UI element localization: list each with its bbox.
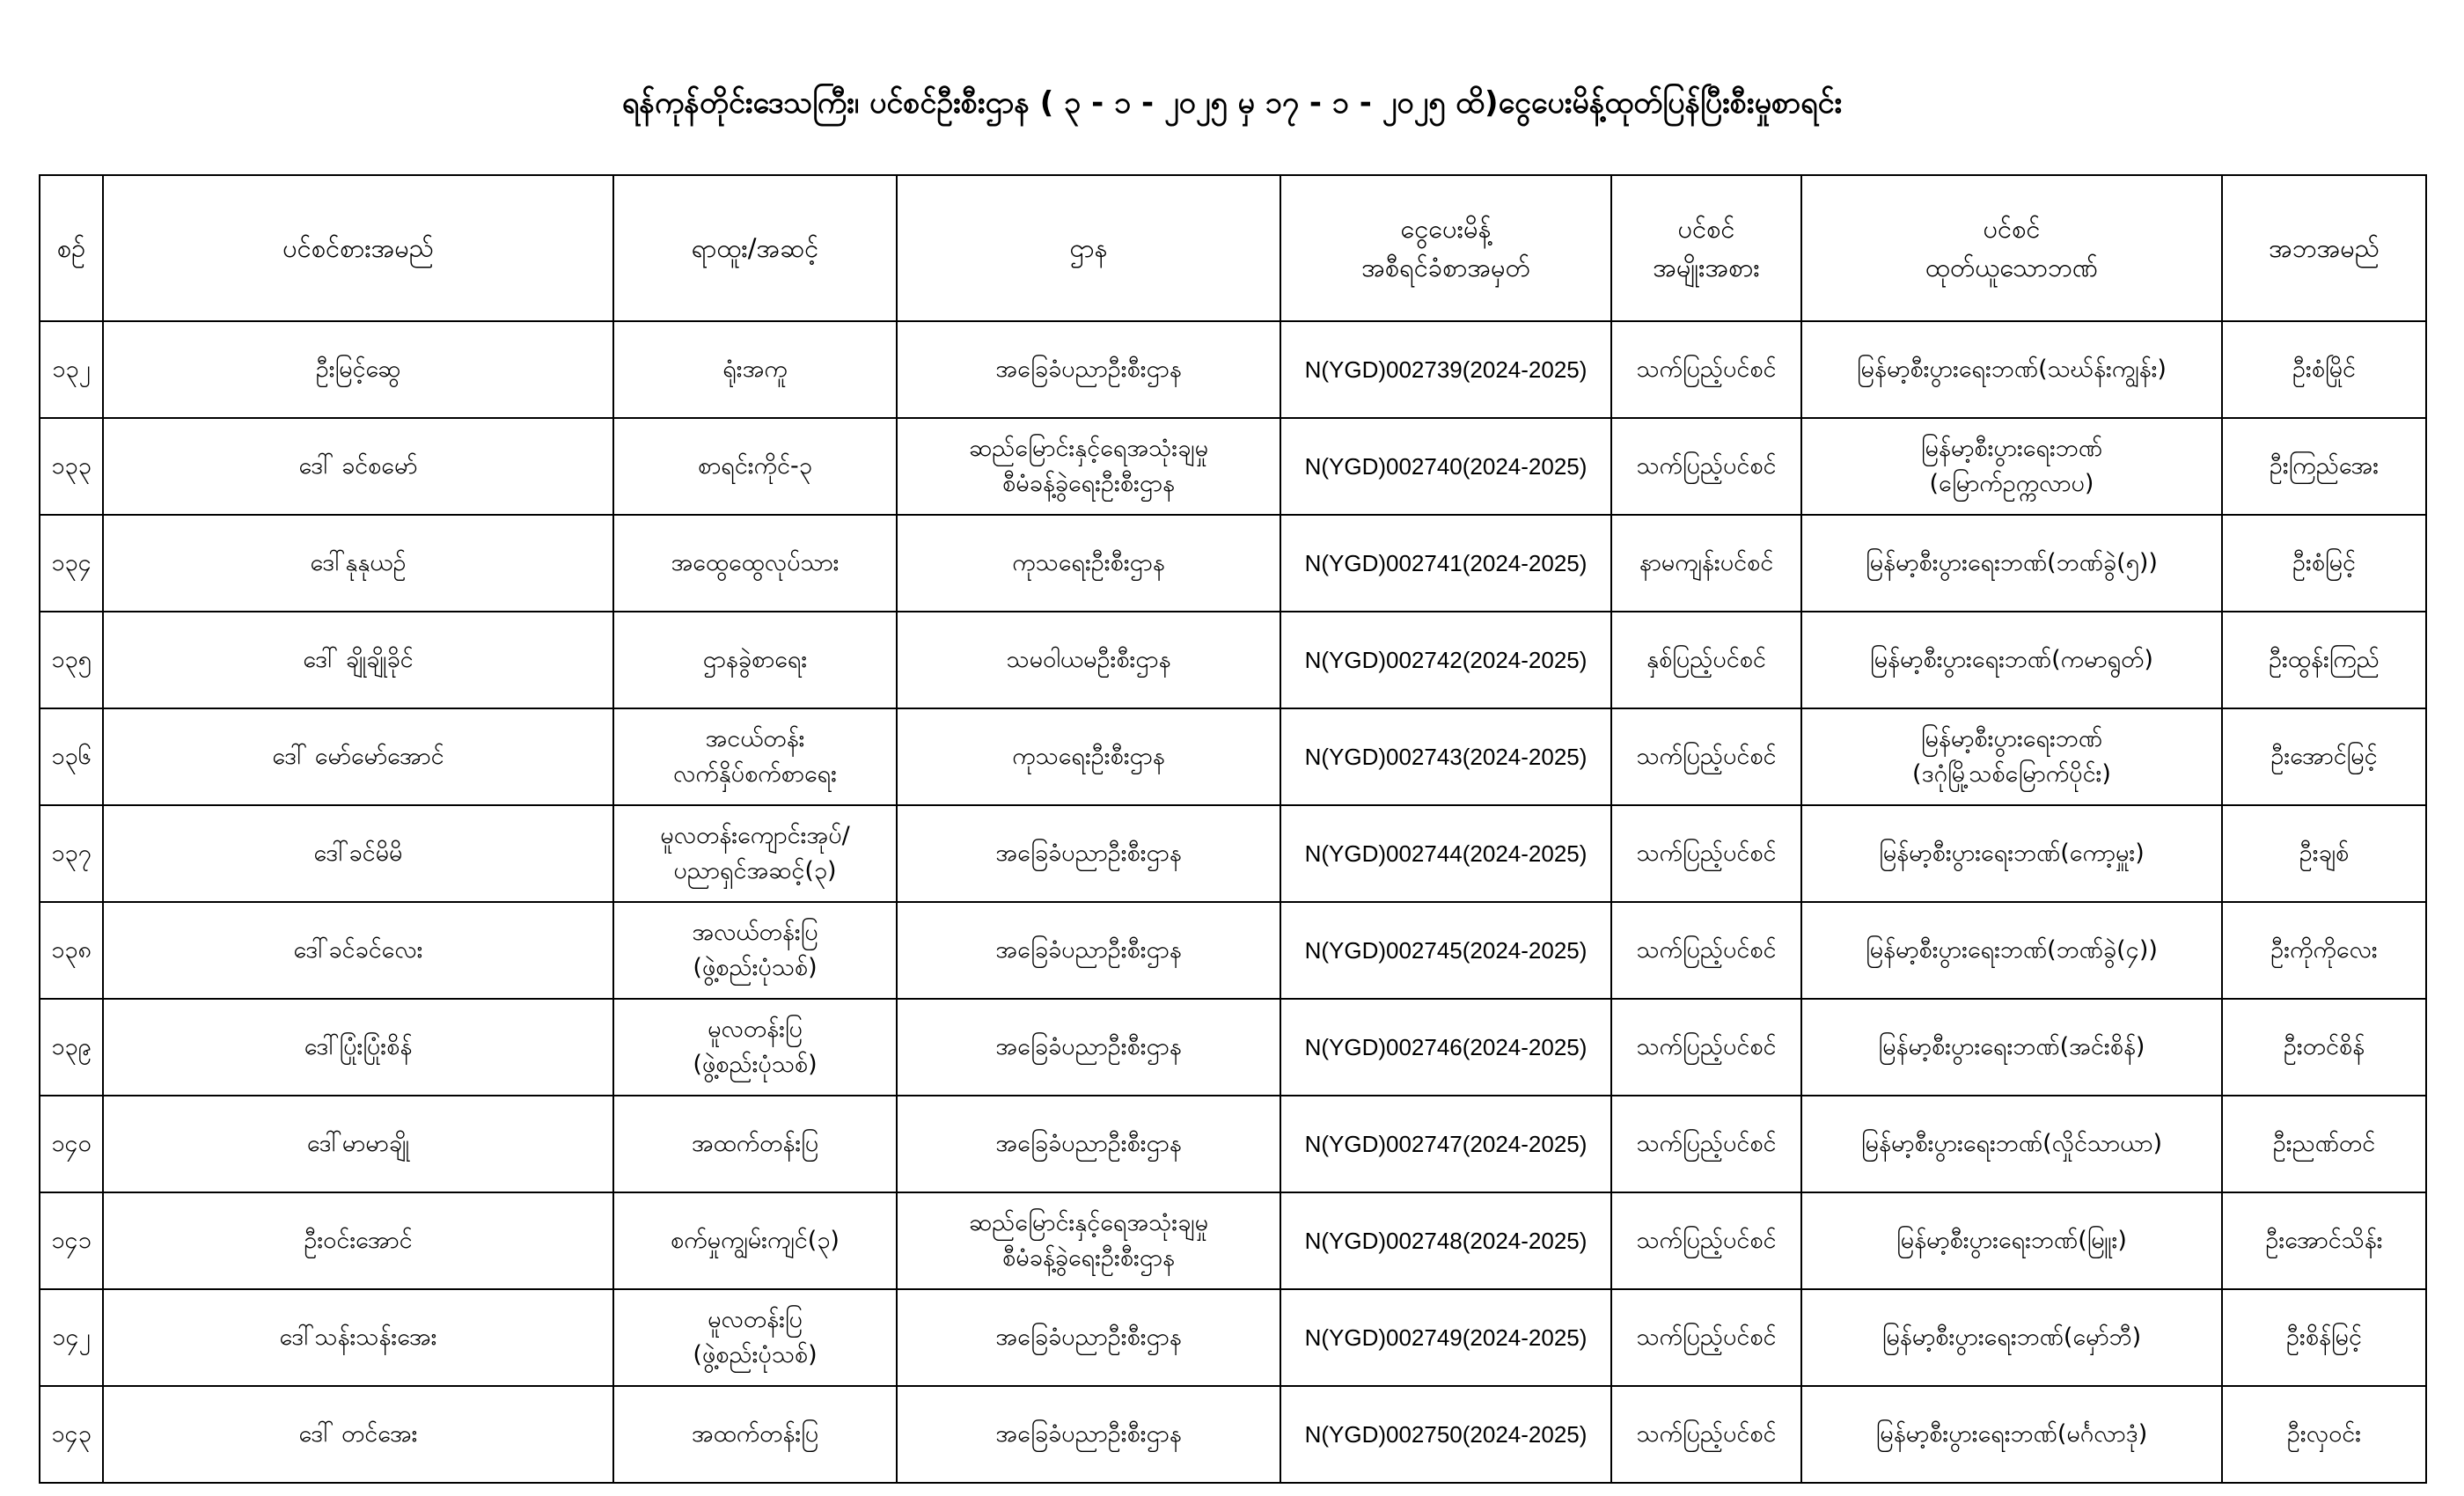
pensioner-name-cell: ဒေါ်မာမာချို (103, 1096, 613, 1192)
header-pension-type: ပင်စင် အမျိုးအစား (1611, 175, 1801, 321)
table-header-row (40, 175, 2426, 321)
table-row (40, 1289, 2426, 1386)
table-row (40, 1192, 2426, 1289)
pensioner-name-cell: ဒေါ် တင်အေး (103, 1386, 613, 1483)
table-row (40, 612, 2426, 708)
rank-cell: အထွေထွေလုပ်သား (613, 515, 897, 612)
department-cell: အခြေခံပညာဦးစီးဌာန (897, 805, 1280, 902)
report-number-cell: N(YGD)002746(2024-2025) (1280, 999, 1611, 1096)
department-cell: ကုသရေးဦးစီးဌာန (897, 708, 1280, 805)
pension-type-cell: သက်ပြည့်ပင်စင် (1611, 999, 1801, 1096)
serial-cell: ၁၃၆ (40, 708, 103, 805)
pension-type-cell: သက်ပြည့်ပင်စင် (1611, 1192, 1801, 1289)
father-name-cell: ဦးကိုကိုလေး (2222, 902, 2426, 999)
serial-cell: ၁၄၁ (40, 1192, 103, 1289)
pensioner-name-cell: ဒေါ် ချိုချိုခိုင် (103, 612, 613, 708)
father-name-cell: ဦးအောင်မြင့် (2222, 708, 2426, 805)
pensioner-name-cell: ဒေါ်ခင်ခင်လေး (103, 902, 613, 999)
father-name-cell: ဦးစံမြိုင် (2222, 321, 2426, 418)
pension-type-cell: သက်ပြည့်ပင်စင် (1611, 1096, 1801, 1192)
department-cell: အခြေခံပညာဦးစီးဌာန (897, 321, 1280, 418)
bank-cell: မြန်မာ့စီးပွားရေးဘဏ်(မြူး) (1801, 1192, 2222, 1289)
bank-cell: မြန်မာ့စီးပွားရေးဘဏ် (မြောက်ဥက္ကလာပ) (1801, 418, 2222, 515)
bank-cell: မြန်မာ့စီးပွားရေးဘဏ်(မှော်ဘီ) (1801, 1289, 2222, 1386)
table-row (40, 805, 2426, 902)
pension-type-cell: သက်ပြည့်ပင်စင် (1611, 321, 1801, 418)
serial-cell: ၁၃၅ (40, 612, 103, 708)
serial-cell: ၁၃၃ (40, 418, 103, 515)
father-name-cell: ဦးစိန်မြင့် (2222, 1289, 2426, 1386)
table-row (40, 418, 2426, 515)
pensioner-name-cell: ဦးမြင့်ဆွေ (103, 321, 613, 418)
report-number-cell: N(YGD)002740(2024-2025) (1280, 418, 1611, 515)
department-cell: အခြေခံပညာဦးစီးဌာန (897, 1289, 1280, 1386)
serial-cell: ၁၄၃ (40, 1386, 103, 1483)
serial-cell: ၁၃၇ (40, 805, 103, 902)
pension-type-cell: နှစ်ပြည့်ပင်စင် (1611, 612, 1801, 708)
father-name-cell: ဦးတင်စိန် (2222, 999, 2426, 1096)
serial-cell: ၁၃၉ (40, 999, 103, 1096)
pension-type-cell: နာမကျန်းပင်စင် (1611, 515, 1801, 612)
rank-cell: ဌာနခွဲစာရေး (613, 612, 897, 708)
father-name-cell: ဦးစံမြင့် (2222, 515, 2426, 612)
report-number-cell: N(YGD)002742(2024-2025) (1280, 612, 1611, 708)
table-row (40, 902, 2426, 999)
pension-type-cell: သက်ပြည့်ပင်စင် (1611, 708, 1801, 805)
document-title: ရန်ကုန်တိုင်းဒေသကြီး၊ ပင်စင်ဦးစီးဌာန ( ၃ - ၁ - ၂၀၂၅ မှ ၁၇ - ၁ - ၂၀၂၅ ထိ)ငွေပေးမိန့်ထုတ်ပြန်ပြီးစီးမှုစာရင်း (621, 85, 1843, 121)
table-row (40, 1386, 2426, 1483)
department-cell: သမဝါယမဦးစီးဌာန (897, 612, 1280, 708)
report-number-cell: N(YGD)002748(2024-2025) (1280, 1192, 1611, 1289)
rank-cell: အလယ်တန်းပြ (ဖွဲ့စည်းပုံသစ်) (613, 902, 897, 999)
department-cell: ကုသရေးဦးစီးဌာန (897, 515, 1280, 612)
father-name-cell: ဦးအောင်သိန်း (2222, 1192, 2426, 1289)
rank-cell: ရုံးအကူ (613, 321, 897, 418)
header-serial: စဉ် (40, 175, 103, 321)
rank-cell: မူလတန်းကျောင်းအုပ်/ ပညာရှင်အဆင့်(၃) (613, 805, 897, 902)
report-number-cell: N(YGD)002739(2024-2025) (1280, 321, 1611, 418)
department-cell: ဆည်မြောင်းနှင့်ရေအသုံးချမှု စီမံခန့်ခွဲရေးဦးစီးဌာန (897, 418, 1280, 515)
rank-cell: မူလတန်းပြ (ဖွဲ့စည်းပုံသစ်) (613, 999, 897, 1096)
header-rank: ရာထူး/အဆင့် (613, 175, 897, 321)
bank-cell: မြန်မာ့စီးပွားရေးဘဏ်(ဘဏ်ခွဲ(၄)) (1801, 902, 2222, 999)
header-father-name: အဘအမည် (2222, 175, 2426, 321)
department-cell: အခြေခံပညာဦးစီးဌာန (897, 902, 1280, 999)
bank-cell: မြန်မာ့စီးပွားရေးဘဏ်(မင်္ဂလာဒုံ) (1801, 1386, 2222, 1483)
bank-cell: မြန်မာ့စီးပွားရေးဘဏ်(သဃ်န်းကျွန်း) (1801, 321, 2222, 418)
header-pensioner-name: ပင်စင်စားအမည် (103, 175, 613, 321)
report-number-cell: N(YGD)002744(2024-2025) (1280, 805, 1611, 902)
serial-cell: ၁၄၂ (40, 1289, 103, 1386)
pension-type-cell: သက်ပြည့်ပင်စင် (1611, 1386, 1801, 1483)
pensioner-name-cell: ဒေါ်နုနုယဉ် (103, 515, 613, 612)
report-number-cell: N(YGD)002745(2024-2025) (1280, 902, 1611, 999)
serial-cell: ၁၄၀ (40, 1096, 103, 1192)
bank-cell: မြန်မာ့စီးပွားရေးဘဏ်(ကော့မှူး) (1801, 805, 2222, 902)
father-name-cell: ဦးချစ် (2222, 805, 2426, 902)
table-row (40, 708, 2426, 805)
rank-cell: အငယ်တန်း လက်နှိပ်စက်စာရေး (613, 708, 897, 805)
table-row (40, 321, 2426, 418)
pension-type-cell: သက်ပြည့်ပင်စင် (1611, 805, 1801, 902)
report-number-cell: N(YGD)002741(2024-2025) (1280, 515, 1611, 612)
rank-cell: မူလတန်းပြ (ဖွဲ့စည်းပုံသစ်) (613, 1289, 897, 1386)
father-name-cell: ဦးလှဝင်း (2222, 1386, 2426, 1483)
pension-type-cell: သက်ပြည့်ပင်စင် (1611, 418, 1801, 515)
father-name-cell: ဦးညဏ်တင် (2222, 1096, 2426, 1192)
pension-type-cell: သက်ပြည့်ပင်စင် (1611, 1289, 1801, 1386)
table-row (40, 999, 2426, 1096)
father-name-cell: ဦးကြည်အေး (2222, 418, 2426, 515)
rank-cell: အထက်တန်းပြ (613, 1386, 897, 1483)
pensioner-name-cell: ဒေါ်ခင်မိမိ (103, 805, 613, 902)
report-number-cell: N(YGD)002743(2024-2025) (1280, 708, 1611, 805)
department-cell: ဆည်မြောင်းနှင့်ရေအသုံးချမှု စီမံခန့်ခွဲရေးဦးစီးဌာန (897, 1192, 1280, 1289)
table-body (40, 321, 2426, 1483)
pensioner-name-cell: ဒေါ်သန်းသန်းအေး (103, 1289, 613, 1386)
bank-cell: မြန်မာ့စီးပွားရေးဘဏ်(အင်းစိန်) (1801, 999, 2222, 1096)
bank-cell: မြန်မာ့စီးပွားရေးဘဏ်(ကမာရွတ်) (1801, 612, 2222, 708)
pensioner-name-cell: ဦးဝင်းအောင် (103, 1192, 613, 1289)
department-cell: အခြေခံပညာဦးစီးဌာန (897, 999, 1280, 1096)
department-cell: အခြေခံပညာဦးစီးဌာန (897, 1096, 1280, 1192)
rank-cell: စာရင်းကိုင်-၃ (613, 418, 897, 515)
report-number-cell: N(YGD)002750(2024-2025) (1280, 1386, 1611, 1483)
header-bank: ပင်စင် ထုတ်ယူသောဘဏ် (1801, 175, 2222, 321)
department-cell: အခြေခံပညာဦးစီးဌာန (897, 1386, 1280, 1483)
pension-type-cell: သက်ပြည့်ပင်စင် (1611, 902, 1801, 999)
bank-cell: မြန်မာ့စီးပွားရေးဘဏ် (ဒဂုံမြို့သစ်မြောက်ပိုင်း) (1801, 708, 2222, 805)
rank-cell: အထက်တန်းပြ (613, 1096, 897, 1192)
serial-cell: ၁၃၄ (40, 515, 103, 612)
header-report-number: ငွေပေးမိန့် အစီရင်ခံစာအမှတ် (1280, 175, 1611, 321)
report-number-cell: N(YGD)002747(2024-2025) (1280, 1096, 1611, 1192)
report-number-cell: N(YGD)002749(2024-2025) (1280, 1289, 1611, 1386)
pensioner-name-cell: ဒေါ် ခင်စမော် (103, 418, 613, 515)
serial-cell: ၁၃၈ (40, 902, 103, 999)
father-name-cell: ဦးထွန်းကြည် (2222, 612, 2426, 708)
pension-table (39, 174, 2427, 1484)
serial-cell: ၁၃၂ (40, 321, 103, 418)
rank-cell: စက်မှုကျွမ်းကျင်(၃) (613, 1192, 897, 1289)
pensioner-name-cell: ဒေါ်ပြုံးပြုံးစိန် (103, 999, 613, 1096)
table-row (40, 515, 2426, 612)
header-department: ဌာန (897, 175, 1280, 321)
table-row (40, 1096, 2426, 1192)
pensioner-name-cell: ဒေါ် မော်မော်အောင် (103, 708, 613, 805)
bank-cell: မြန်မာ့စီးပွားရေးဘဏ်(လှိုင်သာယာ) (1801, 1096, 2222, 1192)
bank-cell: မြန်မာ့စီးပွားရေးဘဏ်(ဘဏ်ခွဲ(၅)) (1801, 515, 2222, 612)
